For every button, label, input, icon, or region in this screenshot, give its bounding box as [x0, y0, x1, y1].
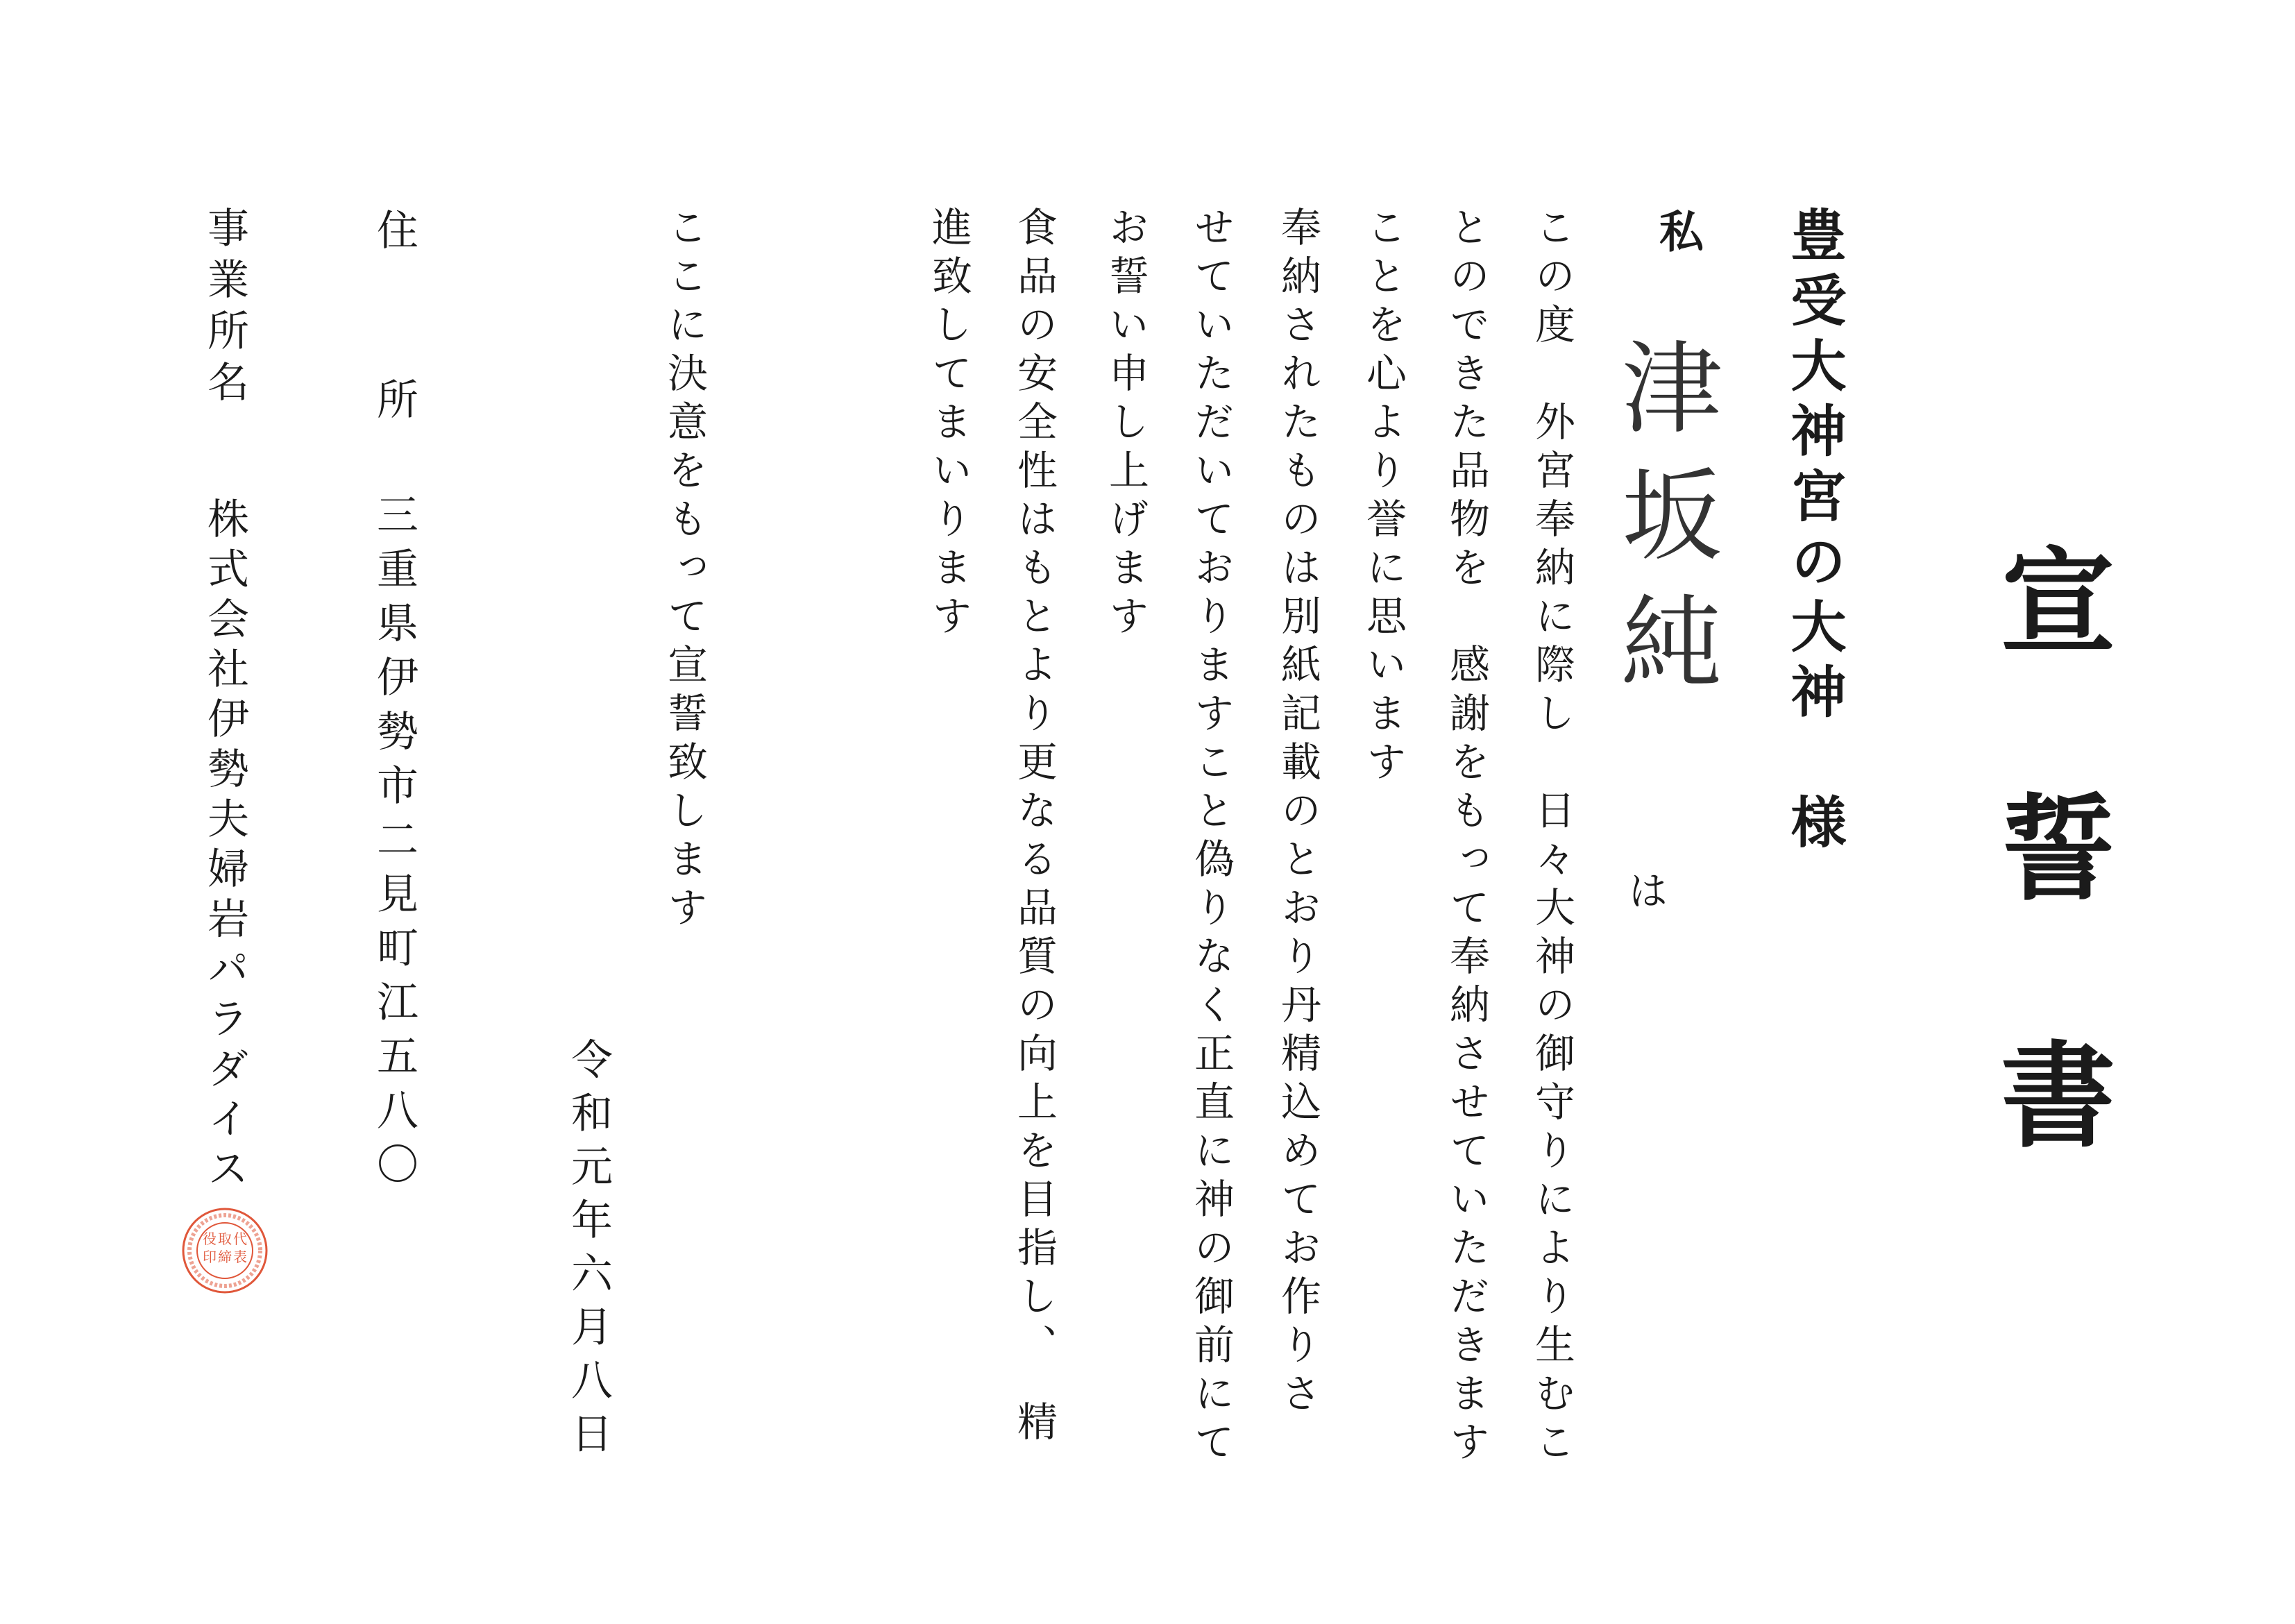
body-line: 食品の安全性はもとより更なる品質の向上を目指し、 精	[1010, 206, 1058, 1449]
pledger-prefix: 私	[1652, 208, 1704, 253]
recipient-line: 豊受大神宮の大神 様	[1781, 206, 1847, 858]
document-title: 宣誓書	[1982, 541, 2117, 1283]
body-line: 進致してまいります	[925, 206, 972, 643]
seal-char: 代	[233, 1230, 247, 1247]
closing-statement: ここに決意をもって宣誓致します	[661, 206, 708, 935]
business-name-value: 株式会社伊勢夫婦岩パラダイス	[201, 497, 249, 1196]
seal-char: 役	[203, 1230, 217, 1247]
body-line: とのできた品物を 感謝をもって奉納させていただきます	[1443, 206, 1490, 1469]
body-line: せていただいておりますこと偽りなく正直に神の御前にて	[1187, 206, 1235, 1469]
seal-center-lettering	[203, 1230, 247, 1265]
seal-char: 締	[218, 1249, 232, 1265]
pledger-particle: は	[1621, 870, 1668, 910]
seal-char: 取	[218, 1230, 232, 1247]
pledger-name: 津坂純	[1604, 335, 1722, 716]
company-seal	[180, 1206, 269, 1295]
body-line: お誓い申し上げます	[1102, 206, 1149, 643]
body-line: ことを心より誉に思います	[1360, 206, 1407, 789]
address-value: 三重県伊勢市二見町江五八〇	[370, 493, 418, 1196]
body-line: 奉納されたものは別紙記載のとおり丹精込めてお作りさ	[1274, 206, 1321, 1421]
business-name-label: 事業所名	[201, 206, 249, 412]
seal-char: 表	[233, 1249, 247, 1265]
address-label: 住所	[370, 208, 418, 547]
body-line: この度 外宮奉納に際し 日々大神の御守りにより生むこ	[1528, 206, 1575, 1469]
seal-char: 印	[203, 1249, 217, 1265]
document-date: 令和元年六月八日	[564, 1038, 613, 1465]
